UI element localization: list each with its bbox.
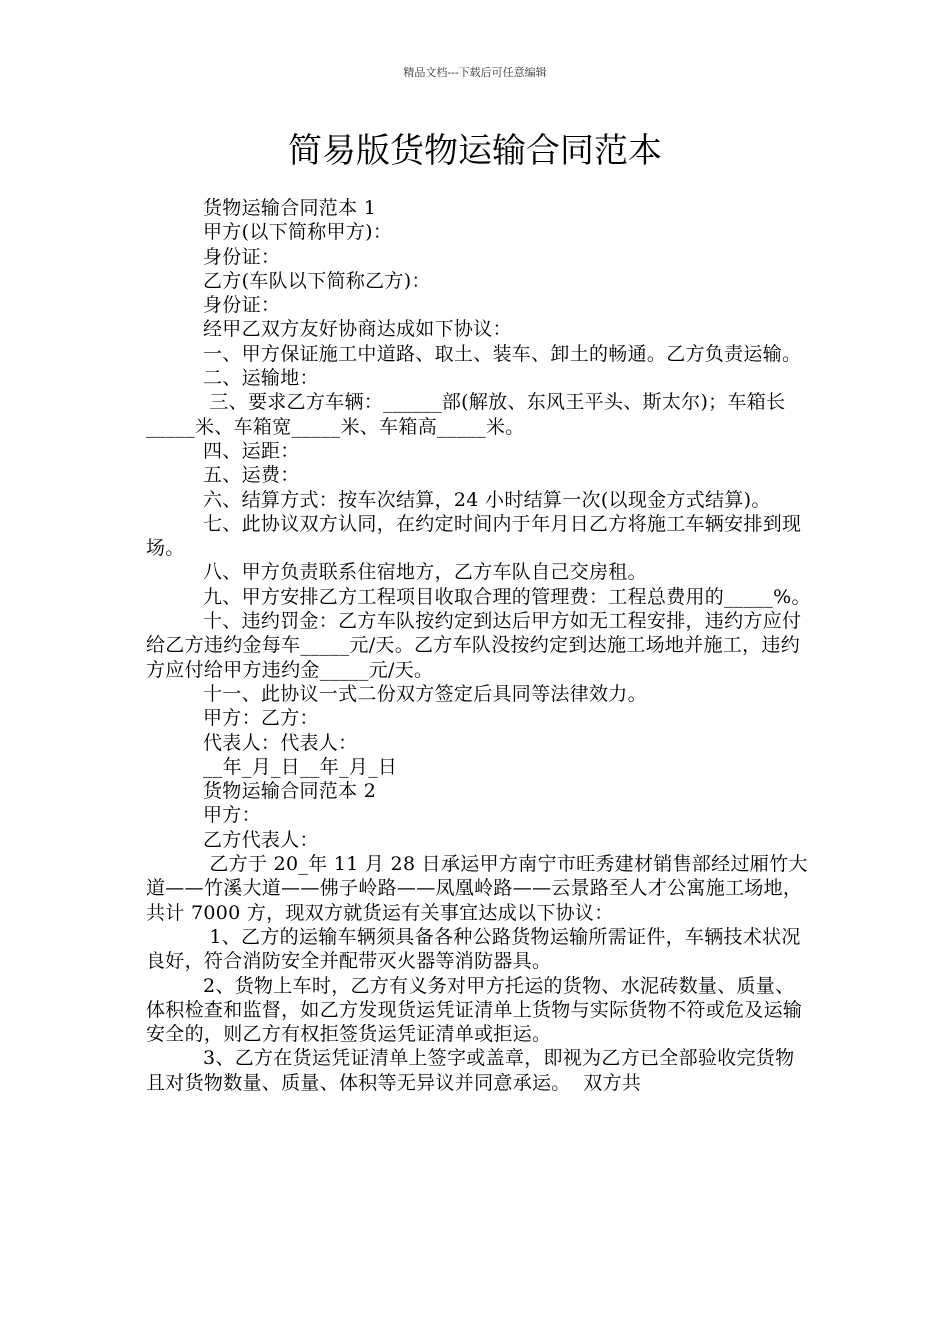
paragraph-clause-1: 一、甲方保证施工中道路、取土、装车、卸土的畅通。乙方负责运输。 bbox=[203, 342, 802, 365]
document-body bbox=[146, 196, 812, 1095]
paragraph-contract-2-party-b-rep: 乙方代表人： bbox=[203, 828, 319, 851]
paragraph-clause-5: 五、运费： bbox=[203, 464, 300, 487]
page-header-note: 精品文档---下载后可任意编辑 bbox=[403, 66, 547, 79]
paragraph-party-a: 甲方(以下简称甲方)： bbox=[203, 221, 393, 244]
paragraph-party-b-id: 身份证： bbox=[203, 294, 281, 317]
paragraph-clause-9: 九、甲方安排乙方工程项目收取合理的管理费：工程总费用的_____%。 bbox=[203, 585, 811, 608]
paragraph-clause-2: 二、运输地： bbox=[203, 367, 319, 390]
paragraph-contract-1-heading: 货物运输合同范本 1 bbox=[203, 197, 377, 219]
paragraph-clause-10: 十、违约罚金：乙方车队按约定到达后甲方如无工程安排，违约方应付给乙方违约金每车_____元/天。乙方车队没按约定到达施工场地并施工，违约方应付给甲方违约金_____元/天。 bbox=[146, 610, 802, 681]
paragraph-contract-2-party-a: 甲方： bbox=[203, 804, 261, 827]
paragraph-contract-2-clause-1: 1、乙方的运输车辆须具备各种公路货物运输所需证件，车辆技术状况良好，符合消防安全并配带灭火器等消防器具。 bbox=[146, 925, 801, 973]
paragraph-clause-8: 八、甲方负责联系住宿地方，乙方车队自己交房租。 bbox=[203, 561, 647, 584]
paragraph-clause-4: 四、运距： bbox=[203, 439, 300, 462]
paragraph-party-a-id: 身份证： bbox=[203, 245, 281, 268]
paragraph-contract-2-heading: 货物运输合同范本 2 bbox=[203, 780, 377, 803]
paragraph-contract-2-clause-3: 3、乙方在货运凭证清单上签字或盖章，即视为乙方已全部验收完货物且对货物数量、质量、体积等无异议并同意承运。 双方共 bbox=[146, 1047, 795, 1094]
paragraph-clause-11: 十一、此协议一式二份双方签定后具同等法律效力。 bbox=[203, 682, 647, 705]
paragraph-clause-7: 七、此协议双方认同，在约定时间内于年月日乙方将施工车辆安排到现场。 bbox=[146, 512, 802, 560]
paragraph-agreement-intro: 经甲乙双方友好协商达成如下协议： bbox=[203, 318, 512, 341]
paragraph-contract-2-clause-2: 2、货物上车时，乙方有义务对甲方托运的货物、水泥砖数量、质量、体积检查和监督，如乙方发现货运凭证清单上货物与实际货物不符或危及运输安全的，则乙方有权拒签货运凭证清单或拒运。 bbox=[146, 974, 803, 1046]
paragraph-signature-dates: __年_月_日__年_月_日 bbox=[203, 755, 398, 778]
paragraph-party-b: 乙方(车队以下简称乙方)： bbox=[203, 269, 431, 292]
document-title: 简易版货物运输合同范本 bbox=[288, 131, 662, 171]
paragraph-clause-6: 六、结算方式：按车次结算，24 小时结算一次(以现金方式结算)。 bbox=[203, 488, 771, 511]
paragraph-clause-3: 三、要求乙方车辆：______部(解放、东风王平头、斯太尔)；车箱长_____米、车箱宽_____米、车箱高_____米。 bbox=[146, 391, 786, 438]
paragraph-contract-2-intro: 乙方于 20_年 11 月 28 日承运甲方南宁市旺秀建材销售部经过厢竹大道——竹溪大道——佛子岭路——凤凰岭路——云景路至人才公寓施工场地，共计 7000 方，现双方就货运有关事宜达成以下协议： bbox=[146, 853, 808, 924]
paragraph-signature-representatives: 代表人：代表人： bbox=[203, 731, 358, 754]
paragraph-signature-parties: 甲方：乙方： bbox=[203, 707, 319, 730]
